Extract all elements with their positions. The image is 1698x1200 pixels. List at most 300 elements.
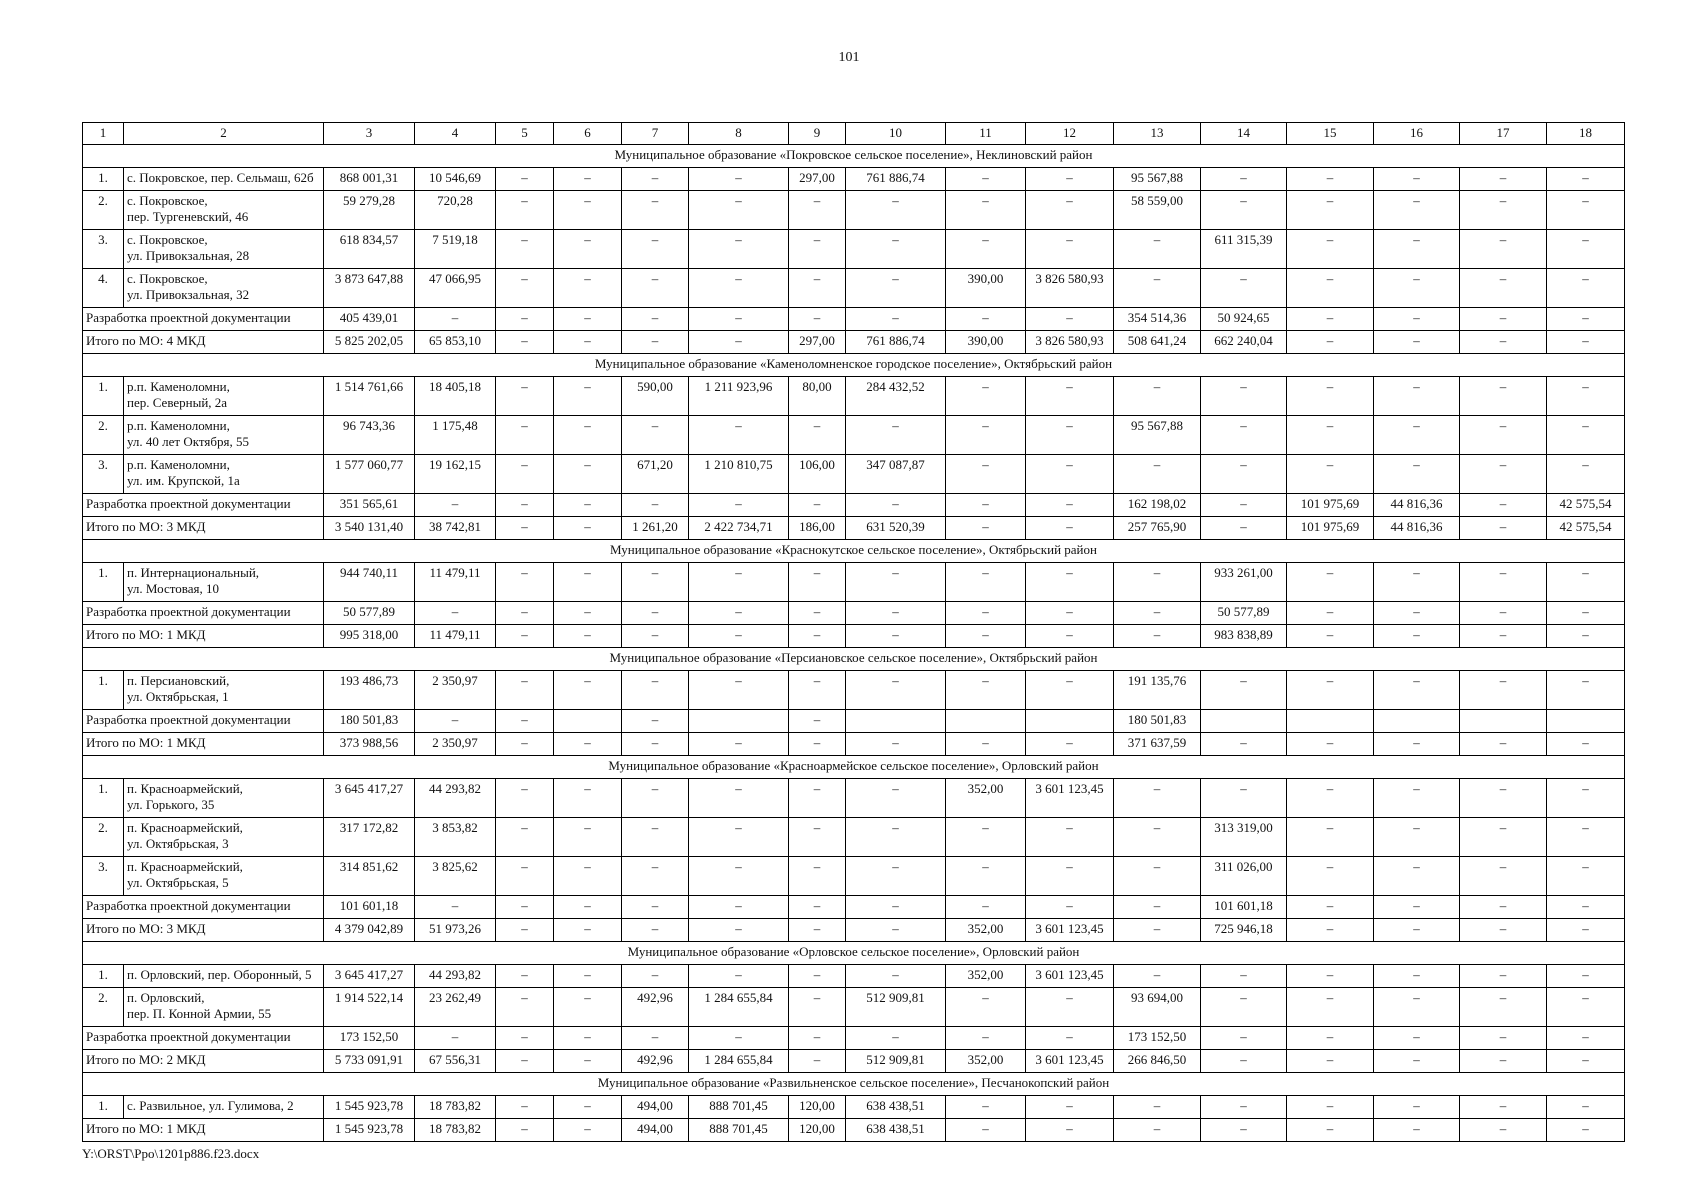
value-cell: 120,00: [789, 1119, 846, 1142]
value-cell: –: [1201, 965, 1287, 988]
value-cell: 2 422 734,71: [689, 517, 789, 540]
value-cell: 371 637,59: [1114, 733, 1201, 756]
value-cell: –: [789, 563, 846, 602]
value-cell: –: [789, 269, 846, 308]
value-cell: 1 514 761,66: [324, 377, 415, 416]
value-cell: –: [1201, 988, 1287, 1027]
value-cell: –: [1374, 818, 1460, 857]
value-cell: –: [689, 733, 789, 756]
value-cell: –: [1374, 331, 1460, 354]
value-cell: 352,00: [946, 965, 1026, 988]
value-cell: 1 577 060,77: [324, 455, 415, 494]
value-cell: –: [554, 563, 622, 602]
value-cell: 1 261,20: [622, 517, 689, 540]
value-cell: –: [1460, 965, 1547, 988]
summary-row: [83, 625, 1625, 648]
summary-row: [83, 602, 1625, 625]
value-cell: 933 261,00: [1201, 563, 1287, 602]
column-number: 15: [1287, 123, 1374, 145]
value-cell: 42 575,54: [1547, 517, 1625, 540]
value-cell: –: [1287, 377, 1374, 416]
value-cell: 173 152,50: [324, 1027, 415, 1050]
building-address: р.п. Каменоломни, ул. им. Крупской, 1а: [124, 455, 324, 494]
building-address: п. Красноармейский, ул. Октябрьская, 5: [124, 857, 324, 896]
table-row: [83, 269, 1625, 308]
value-cell: –: [496, 230, 554, 269]
value-cell: –: [622, 818, 689, 857]
value-cell: 761 886,74: [846, 168, 946, 191]
value-cell: 3 826 580,93: [1026, 269, 1114, 308]
building-address: с. Покровское, ул. Привокзальная, 28: [124, 230, 324, 269]
row-number: 3.: [83, 455, 124, 494]
value-cell: –: [946, 168, 1026, 191]
value-cell: 44 816,36: [1374, 494, 1460, 517]
value-cell: 352,00: [946, 919, 1026, 942]
table-row: [83, 377, 1625, 416]
value-cell: –: [1374, 919, 1460, 942]
value-cell: –: [689, 779, 789, 818]
value-cell: –: [789, 779, 846, 818]
value-cell: –: [1201, 168, 1287, 191]
value-cell: –: [846, 779, 946, 818]
value-cell: –: [1374, 965, 1460, 988]
value-cell: –: [846, 733, 946, 756]
value-cell: 2 350,97: [415, 733, 496, 756]
summary-row: [83, 1027, 1625, 1050]
value-cell: 193 486,73: [324, 671, 415, 710]
value-cell: 10 546,69: [415, 168, 496, 191]
value-cell: 725 946,18: [1201, 919, 1287, 942]
value-cell: –: [1547, 1027, 1625, 1050]
value-cell: –: [1201, 1096, 1287, 1119]
value-cell: 18 405,18: [415, 377, 496, 416]
value-cell: 352,00: [946, 1050, 1026, 1073]
value-cell: –: [554, 919, 622, 942]
value-cell: 761 886,74: [846, 331, 946, 354]
value-cell: –: [496, 1027, 554, 1050]
column-number-row: [83, 123, 1625, 145]
value-cell: –: [1287, 455, 1374, 494]
section-header-row: [83, 756, 1625, 779]
summary-row: [83, 331, 1625, 354]
value-cell: –: [689, 494, 789, 517]
table-row: [83, 455, 1625, 494]
value-cell: –: [1026, 857, 1114, 896]
value-cell: –: [1026, 1027, 1114, 1050]
value-cell: –: [1287, 818, 1374, 857]
value-cell: –: [1374, 455, 1460, 494]
value-cell: –: [1374, 857, 1460, 896]
value-cell: 352,00: [946, 779, 1026, 818]
value-cell: –: [496, 517, 554, 540]
value-cell: –: [1201, 779, 1287, 818]
summary-label: Разработка проектной документации: [83, 896, 324, 919]
value-cell: –: [554, 517, 622, 540]
column-number: 7: [622, 123, 689, 145]
value-cell: 297,00: [789, 331, 846, 354]
value-cell: –: [789, 896, 846, 919]
value-cell: –: [1460, 168, 1547, 191]
value-cell: 662 240,04: [1201, 331, 1287, 354]
value-cell: –: [1460, 494, 1547, 517]
value-cell: –: [496, 733, 554, 756]
value-cell: –: [554, 1096, 622, 1119]
summary-row: [83, 1119, 1625, 1142]
value-cell: –: [846, 818, 946, 857]
value-cell: –: [1374, 602, 1460, 625]
summary-row: [83, 896, 1625, 919]
value-cell: 44 293,82: [415, 779, 496, 818]
value-cell: –: [689, 818, 789, 857]
value-cell: –: [789, 230, 846, 269]
value-cell: [1201, 710, 1287, 733]
value-cell: 101 601,18: [324, 896, 415, 919]
value-cell: –: [1374, 1096, 1460, 1119]
row-number: 4.: [83, 269, 124, 308]
value-cell: –: [622, 269, 689, 308]
section-header-row: [83, 648, 1625, 671]
value-cell: –: [554, 988, 622, 1027]
value-cell: –: [1460, 416, 1547, 455]
column-number: 18: [1547, 123, 1625, 145]
value-cell: –: [1460, 269, 1547, 308]
value-cell: 373 988,56: [324, 733, 415, 756]
value-cell: –: [554, 308, 622, 331]
value-cell: 3 645 417,27: [324, 965, 415, 988]
value-cell: –: [946, 602, 1026, 625]
value-cell: –: [1026, 494, 1114, 517]
municipality-title: Муниципальное образование «Персиановское сельское поселение», Октябрьский район: [83, 648, 1625, 671]
value-cell: 50 924,65: [1201, 308, 1287, 331]
value-cell: –: [1026, 517, 1114, 540]
value-cell: 5 733 091,91: [324, 1050, 415, 1073]
value-cell: 11 479,11: [415, 625, 496, 648]
value-cell: –: [689, 857, 789, 896]
value-cell: –: [622, 563, 689, 602]
value-cell: 3 601 123,45: [1026, 965, 1114, 988]
column-number: 14: [1201, 123, 1287, 145]
table-row: [83, 563, 1625, 602]
value-cell: –: [846, 671, 946, 710]
value-cell: –: [1460, 919, 1547, 942]
value-cell: 4 379 042,89: [324, 919, 415, 942]
value-cell: –: [946, 517, 1026, 540]
value-cell: 638 438,51: [846, 1119, 946, 1142]
value-cell: –: [846, 308, 946, 331]
value-cell: 390,00: [946, 269, 1026, 308]
value-cell: –: [1460, 1119, 1547, 1142]
value-cell: –: [622, 416, 689, 455]
value-cell: –: [1374, 1027, 1460, 1050]
value-cell: –: [1201, 517, 1287, 540]
value-cell: –: [1026, 625, 1114, 648]
value-cell: 50 577,89: [1201, 602, 1287, 625]
value-cell: –: [1114, 896, 1201, 919]
value-cell: –: [1114, 602, 1201, 625]
row-number: 2.: [83, 818, 124, 857]
value-cell: –: [622, 308, 689, 331]
value-cell: –: [946, 1119, 1026, 1142]
value-cell: –: [554, 1027, 622, 1050]
value-cell: –: [554, 377, 622, 416]
value-cell: –: [1026, 896, 1114, 919]
summary-label: Разработка проектной документации: [83, 1027, 324, 1050]
value-cell: –: [1287, 965, 1374, 988]
value-cell: –: [1287, 1050, 1374, 1073]
value-cell: –: [496, 494, 554, 517]
value-cell: –: [1547, 230, 1625, 269]
value-cell: –: [946, 671, 1026, 710]
value-cell: –: [554, 965, 622, 988]
value-cell: –: [1547, 1050, 1625, 1073]
value-cell: –: [846, 269, 946, 308]
value-cell: –: [1374, 191, 1460, 230]
column-number: 5: [496, 123, 554, 145]
value-cell: –: [496, 988, 554, 1027]
value-cell: 492,96: [622, 1050, 689, 1073]
value-cell: 868 001,31: [324, 168, 415, 191]
value-cell: –: [496, 331, 554, 354]
value-cell: –: [789, 818, 846, 857]
value-cell: –: [1547, 733, 1625, 756]
value-cell: –: [1287, 563, 1374, 602]
value-cell: –: [1114, 965, 1201, 988]
value-cell: –: [554, 779, 622, 818]
value-cell: –: [1287, 919, 1374, 942]
value-cell: 266 846,50: [1114, 1050, 1201, 1073]
value-cell: 354 514,36: [1114, 308, 1201, 331]
value-cell: –: [789, 1027, 846, 1050]
value-cell: 19 162,15: [415, 455, 496, 494]
value-cell: –: [496, 602, 554, 625]
value-cell: –: [415, 710, 496, 733]
value-cell: –: [1460, 517, 1547, 540]
value-cell: –: [789, 671, 846, 710]
value-cell: 3 645 417,27: [324, 779, 415, 818]
value-cell: 180 501,83: [1114, 710, 1201, 733]
summary-row: [83, 517, 1625, 540]
value-cell: 1 175,48: [415, 416, 496, 455]
value-cell: –: [789, 857, 846, 896]
value-cell: –: [622, 710, 689, 733]
value-cell: –: [1114, 377, 1201, 416]
summary-row: [83, 308, 1625, 331]
value-cell: 1 211 923,96: [689, 377, 789, 416]
value-cell: –: [1287, 625, 1374, 648]
value-cell: –: [689, 308, 789, 331]
value-cell: –: [1026, 671, 1114, 710]
value-cell: –: [1026, 377, 1114, 416]
value-cell: –: [622, 857, 689, 896]
value-cell: –: [1026, 308, 1114, 331]
value-cell: 7 519,18: [415, 230, 496, 269]
value-cell: –: [946, 377, 1026, 416]
value-cell: 95 567,88: [1114, 168, 1201, 191]
value-cell: –: [1026, 818, 1114, 857]
value-cell: –: [846, 857, 946, 896]
value-cell: 351 565,61: [324, 494, 415, 517]
value-cell: –: [1114, 230, 1201, 269]
value-cell: [1547, 710, 1625, 733]
value-cell: –: [1374, 1119, 1460, 1142]
value-cell: –: [1114, 919, 1201, 942]
value-cell: –: [789, 602, 846, 625]
value-cell: –: [1460, 896, 1547, 919]
value-cell: –: [1287, 896, 1374, 919]
value-cell: –: [1114, 625, 1201, 648]
value-cell: 888 701,45: [689, 1096, 789, 1119]
value-cell: 173 152,50: [1114, 1027, 1201, 1050]
value-cell: –: [1201, 1119, 1287, 1142]
value-cell: 257 765,90: [1114, 517, 1201, 540]
column-number: 3: [324, 123, 415, 145]
municipality-title: Муниципальное образование «Орловское сельское поселение», Орловский район: [83, 942, 1625, 965]
municipality-title: Муниципальное образование «Красноармейское сельское поселение», Орловский район: [83, 756, 1625, 779]
value-cell: –: [496, 710, 554, 733]
summary-row: [83, 919, 1625, 942]
building-address: с. Развильное, ул. Гулимова, 2: [124, 1096, 324, 1119]
building-address: п. Красноармейский, ул. Октябрьская, 3: [124, 818, 324, 857]
value-cell: –: [946, 625, 1026, 648]
row-number: 2.: [83, 191, 124, 230]
value-cell: 314 851,62: [324, 857, 415, 896]
value-cell: –: [1026, 733, 1114, 756]
value-cell: –: [1460, 818, 1547, 857]
table-row: [83, 779, 1625, 818]
value-cell: –: [846, 563, 946, 602]
value-cell: –: [415, 896, 496, 919]
value-cell: –: [1547, 1096, 1625, 1119]
column-number: 17: [1460, 123, 1547, 145]
value-cell: –: [496, 1119, 554, 1142]
table-row: [83, 671, 1625, 710]
value-cell: 67 556,31: [415, 1050, 496, 1073]
value-cell: –: [789, 919, 846, 942]
value-cell: –: [1114, 779, 1201, 818]
value-cell: 405 439,01: [324, 308, 415, 331]
value-cell: 3 873 647,88: [324, 269, 415, 308]
column-number: 16: [1374, 123, 1460, 145]
value-cell: –: [1287, 331, 1374, 354]
summary-label: Разработка проектной документации: [83, 308, 324, 331]
value-cell: –: [1287, 308, 1374, 331]
value-cell: 494,00: [622, 1119, 689, 1142]
value-cell: –: [1460, 331, 1547, 354]
value-cell: –: [554, 331, 622, 354]
summary-label: Итого по МО: 4 МКД: [83, 331, 324, 354]
value-cell: –: [689, 331, 789, 354]
value-cell: –: [1547, 269, 1625, 308]
value-cell: –: [1026, 191, 1114, 230]
value-cell: 3 853,82: [415, 818, 496, 857]
value-cell: –: [689, 230, 789, 269]
value-cell: –: [789, 416, 846, 455]
value-cell: –: [554, 602, 622, 625]
value-cell: 1 284 655,84: [689, 1050, 789, 1073]
value-cell: –: [554, 1119, 622, 1142]
row-number: 1.: [83, 965, 124, 988]
value-cell: –: [1460, 1096, 1547, 1119]
value-cell: 284 432,52: [846, 377, 946, 416]
value-cell: –: [496, 563, 554, 602]
column-number: 2: [124, 123, 324, 145]
value-cell: 3 601 123,45: [1026, 779, 1114, 818]
value-cell: –: [554, 230, 622, 269]
summary-row: [83, 733, 1625, 756]
value-cell: –: [1287, 168, 1374, 191]
value-cell: –: [946, 416, 1026, 455]
table-row: [83, 1096, 1625, 1119]
summary-row: [83, 1050, 1625, 1073]
value-cell: 191 135,76: [1114, 671, 1201, 710]
value-cell: –: [946, 494, 1026, 517]
value-cell: 3 825,62: [415, 857, 496, 896]
value-cell: –: [689, 896, 789, 919]
value-cell: –: [1374, 896, 1460, 919]
value-cell: 590,00: [622, 377, 689, 416]
value-cell: –: [622, 919, 689, 942]
value-cell: 944 740,11: [324, 563, 415, 602]
value-cell: 1 914 522,14: [324, 988, 415, 1027]
value-cell: –: [496, 625, 554, 648]
value-cell: –: [1201, 733, 1287, 756]
value-cell: –: [946, 896, 1026, 919]
value-cell: –: [1460, 602, 1547, 625]
value-cell: [1460, 710, 1547, 733]
building-address: с. Покровское, пер. Тургеневский, 46: [124, 191, 324, 230]
summary-row: [83, 494, 1625, 517]
value-cell: –: [622, 331, 689, 354]
value-cell: 23 262,49: [415, 988, 496, 1027]
value-cell: 47 066,95: [415, 269, 496, 308]
value-cell: –: [1026, 455, 1114, 494]
value-cell: –: [415, 494, 496, 517]
value-cell: –: [496, 1050, 554, 1073]
value-cell: –: [1287, 1096, 1374, 1119]
summary-label: Разработка проектной документации: [83, 602, 324, 625]
value-cell: [689, 710, 789, 733]
value-cell: –: [1374, 779, 1460, 818]
value-cell: –: [1547, 625, 1625, 648]
value-cell: 512 909,81: [846, 988, 946, 1027]
value-cell: –: [1201, 191, 1287, 230]
value-cell: –: [554, 1050, 622, 1073]
value-cell: 611 315,39: [1201, 230, 1287, 269]
value-cell: –: [1287, 1119, 1374, 1142]
value-cell: –: [846, 494, 946, 517]
value-cell: –: [415, 1027, 496, 1050]
value-cell: –: [689, 602, 789, 625]
value-cell: –: [1547, 965, 1625, 988]
value-cell: –: [622, 494, 689, 517]
value-cell: –: [496, 269, 554, 308]
value-cell: –: [846, 1027, 946, 1050]
summary-row: [83, 710, 1625, 733]
value-cell: –: [554, 455, 622, 494]
value-cell: –: [554, 625, 622, 648]
table-row: [83, 988, 1625, 1027]
value-cell: –: [1460, 308, 1547, 331]
value-cell: –: [1287, 416, 1374, 455]
value-cell: –: [1287, 191, 1374, 230]
value-cell: –: [1547, 988, 1625, 1027]
value-cell: –: [1460, 671, 1547, 710]
value-cell: –: [1201, 269, 1287, 308]
value-cell: [554, 710, 622, 733]
value-cell: –: [1026, 1096, 1114, 1119]
value-cell: –: [1201, 377, 1287, 416]
row-number: 1.: [83, 1096, 124, 1119]
